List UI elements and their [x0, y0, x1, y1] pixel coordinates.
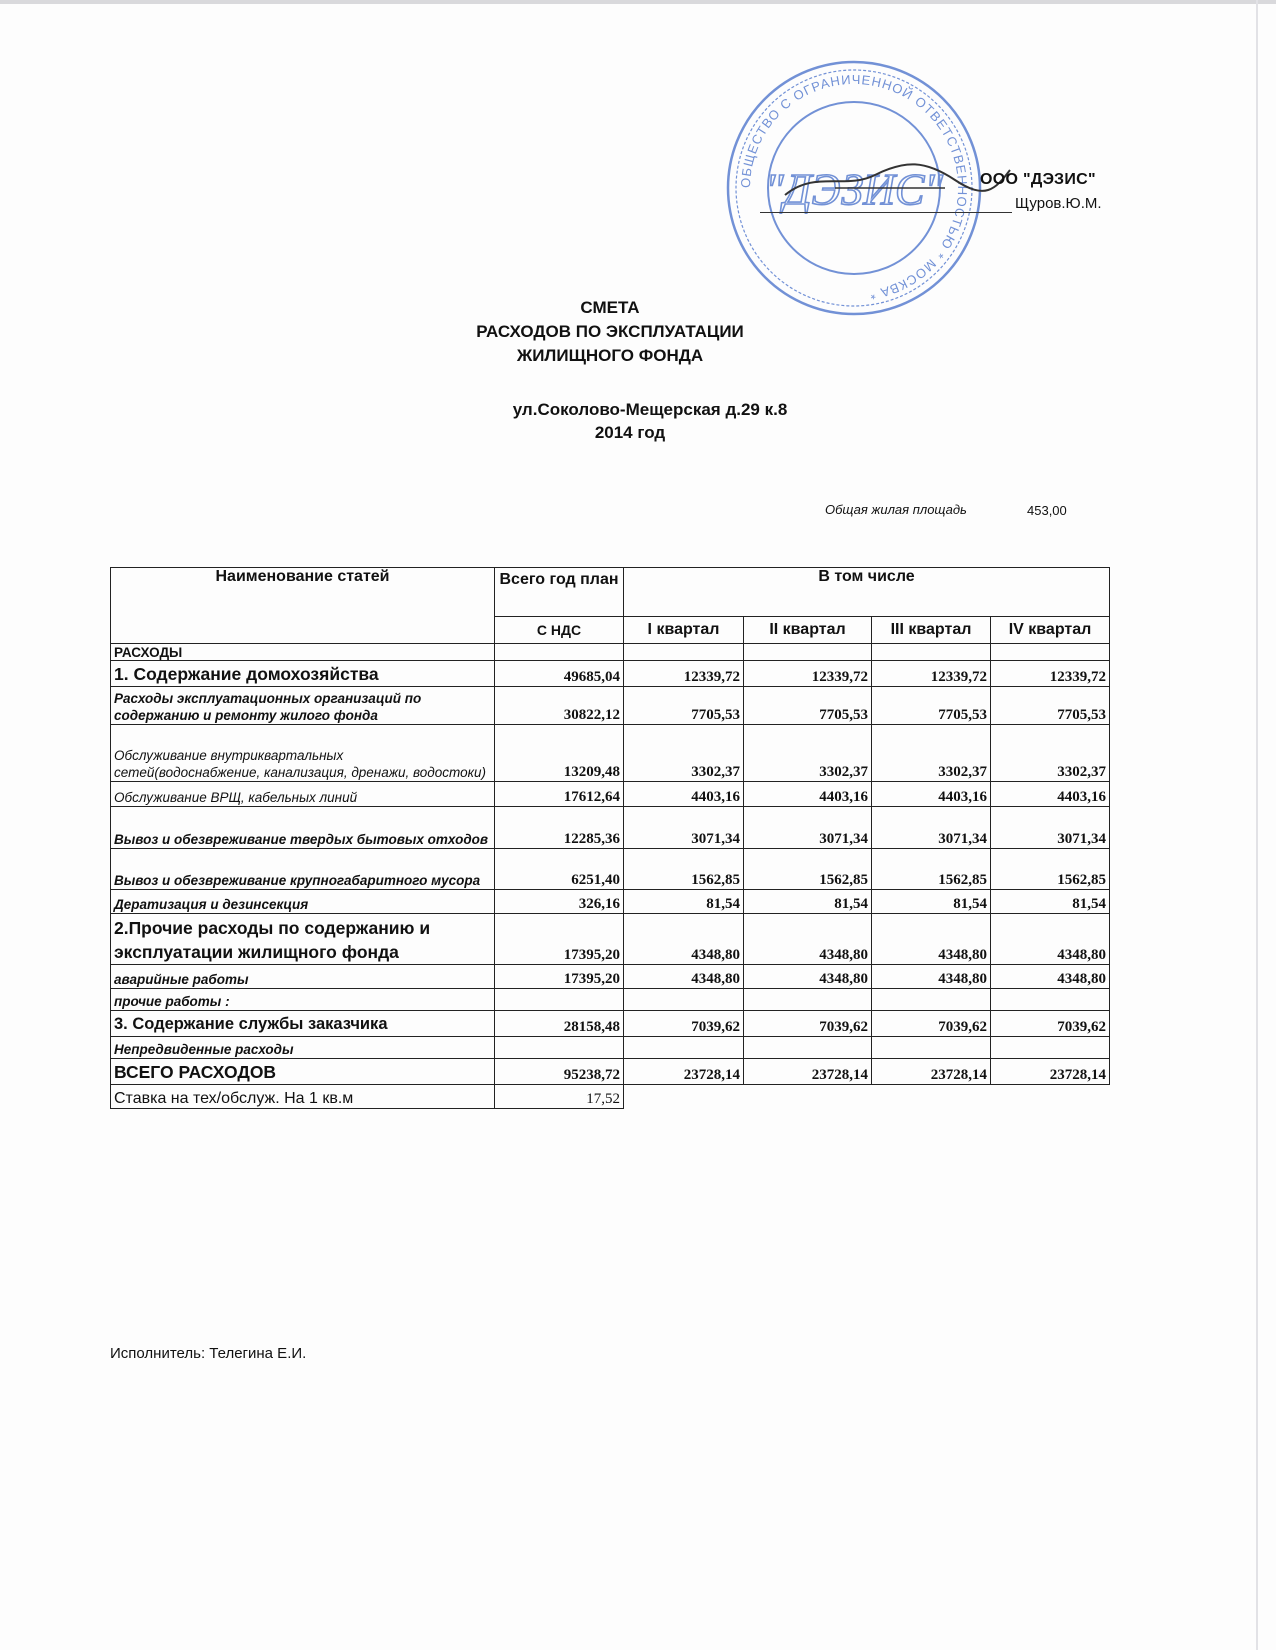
row-q2: 4403,16 — [744, 782, 872, 807]
row-q3 — [872, 1037, 991, 1059]
living-area-value: 453,00 — [1027, 503, 1067, 518]
row-q2: 4348,80 — [744, 914, 872, 965]
row-q3: 3302,37 — [872, 725, 991, 782]
row-q3: 7039,62 — [872, 1011, 991, 1037]
row-q1: 3302,37 — [624, 725, 744, 782]
row-q2: 7039,62 — [744, 1011, 872, 1037]
row-label: Вывоз и обезвреживание крупногабаритного мусора — [111, 849, 495, 890]
row-label: Обслуживание ВРЩ, кабельных линий — [111, 782, 495, 807]
row-label: 1. Содержание домохозяйства — [111, 661, 495, 687]
row-total — [495, 989, 624, 1011]
table-row — [111, 687, 1110, 725]
row-q4: 7039,62 — [991, 1011, 1110, 1037]
row-q4: 3302,37 — [991, 725, 1110, 782]
table-row — [111, 914, 1110, 965]
living-area-label: Общая жилая площадь — [825, 502, 967, 517]
row-q4 — [991, 989, 1110, 1011]
row-q4 — [991, 1037, 1110, 1059]
row-q4: 12339,72 — [991, 661, 1110, 687]
row-q3: 7705,53 — [872, 687, 991, 725]
row-q3: 81,54 — [872, 890, 991, 914]
row-q4: 4348,80 — [991, 914, 1110, 965]
row-q1: 81,54 — [624, 890, 744, 914]
document-title: СМЕТА — [580, 298, 640, 317]
row-q3: 23728,14 — [872, 1059, 991, 1085]
signature — [775, 150, 1015, 210]
svg-text:"ДЭЗИС": "ДЭЗИС" — [765, 165, 943, 214]
signature-line — [760, 212, 1012, 213]
row-q2: 3302,37 — [744, 725, 872, 782]
row-total: 17395,20 — [495, 914, 624, 965]
estimate-table — [110, 567, 1110, 1109]
table-row — [111, 661, 1110, 687]
row-q2: 1562,85 — [744, 849, 872, 890]
scan-right-edge — [1256, 0, 1258, 1650]
row-q4: 1562,85 — [991, 849, 1110, 890]
row-q1: 7705,53 — [624, 687, 744, 725]
table-row — [111, 890, 1110, 914]
table-row — [111, 782, 1110, 807]
row-label: аварийные работы — [111, 965, 495, 989]
row-q4: 3071,34 — [991, 807, 1110, 849]
rate-value: 17,52 — [495, 1085, 624, 1109]
header-q3: III квартал — [872, 617, 991, 644]
header-q1: I квартал — [624, 617, 744, 644]
address: ул.Соколово-Мещерская д.29 к.8 — [512, 400, 788, 419]
row-total: 6251,40 — [495, 849, 624, 890]
row-label: Дератизация и дезинсекция — [111, 890, 495, 914]
row-label: Расходы эксплуатационных организаций по содержанию и ремонту жилого фонда — [111, 687, 495, 725]
header-name: Наименование статей — [111, 568, 495, 644]
row-q2: 3071,34 — [744, 807, 872, 849]
row-total: 49685,04 — [495, 661, 624, 687]
row-q1: 12339,72 — [624, 661, 744, 687]
organization-name: ООО "ДЭЗИС" — [980, 171, 1096, 188]
row-q1: 4348,80 — [624, 914, 744, 965]
row-q1: 7039,62 — [624, 1011, 744, 1037]
row-q4: 4403,16 — [991, 782, 1110, 807]
header-q2: II квартал — [744, 617, 872, 644]
row-q1: 1562,85 — [624, 849, 744, 890]
row-label: 3. Содержание службы заказчика — [111, 1011, 495, 1037]
row-total: 13209,48 — [495, 725, 624, 782]
row-q4: 23728,14 — [991, 1059, 1110, 1085]
row-q2: 81,54 — [744, 890, 872, 914]
row-q4: 4348,80 — [991, 965, 1110, 989]
table-row — [111, 725, 1110, 782]
row-q3: 4348,80 — [872, 965, 991, 989]
table-row — [111, 807, 1110, 849]
table-row — [111, 965, 1110, 989]
section-label: РАСХОДЫ — [111, 644, 495, 661]
rate-row — [111, 1085, 1110, 1109]
row-q1 — [624, 1037, 744, 1059]
row-q3: 3071,34 — [872, 807, 991, 849]
header-total: Всего год план — [495, 568, 624, 617]
row-q3: 4348,80 — [872, 914, 991, 965]
row-q2 — [744, 1037, 872, 1059]
document-subtitle-2: ЖИЛИЩНОГО ФОНДА — [516, 346, 704, 365]
rate-label: Ставка на тех/обслуж. На 1 кв.м — [111, 1085, 495, 1109]
svg-text:ОБЩЕСТВО С ОГРАНИЧЕННОЙ ОТВЕТС: ОБЩЕСТВО С ОГРАНИЧЕННОЙ ОТВЕТСТВЕННОСТЬЮ * МОСКВА * — [737, 71, 971, 303]
row-total: 17395,20 — [495, 965, 624, 989]
row-label: прочие работы : — [111, 989, 495, 1011]
table-row — [111, 989, 1110, 1011]
executor: Исполнитель: Телегина Е.И. — [110, 1345, 307, 1362]
row-total — [495, 1037, 624, 1059]
row-total: 326,16 — [495, 890, 624, 914]
row-q3 — [872, 989, 991, 1011]
document-subtitle-1: РАСХОДОВ ПО ЭКСПЛУАТАЦИИ — [476, 322, 744, 341]
row-q3: 12339,72 — [872, 661, 991, 687]
signatory-name: Щуров.Ю.М. — [1015, 195, 1102, 212]
row-q2: 4348,80 — [744, 965, 872, 989]
table-row — [111, 849, 1110, 890]
row-q1: 3071,34 — [624, 807, 744, 849]
row-label: 2.Прочие расходы по содержанию и эксплуатации жилищного фонда — [111, 914, 495, 965]
row-q4: 81,54 — [991, 890, 1110, 914]
header-including: В том числе — [624, 568, 1110, 617]
row-q1: 4403,16 — [624, 782, 744, 807]
row-label: Непредвиденные расходы — [111, 1037, 495, 1059]
header-q4: IV квартал — [991, 617, 1110, 644]
row-total: 30822,12 — [495, 687, 624, 725]
row-label: Вывоз и обезвреживание твердых бытовых отходов — [111, 807, 495, 849]
row-total: 12285,36 — [495, 807, 624, 849]
table-row — [111, 1011, 1110, 1037]
row-q2 — [744, 989, 872, 1011]
row-label: ВСЕГО РАСХОДОВ — [111, 1059, 495, 1085]
row-total: 95238,72 — [495, 1059, 624, 1085]
year: 2014 год — [594, 423, 666, 442]
row-label: Обслуживание внутриквартальных сетей(водоснабжение, канализация, дренажи, водостоки) — [111, 725, 495, 782]
row-q3: 4403,16 — [872, 782, 991, 807]
row-q2: 7705,53 — [744, 687, 872, 725]
row-q2: 23728,14 — [744, 1059, 872, 1085]
table-row — [111, 1059, 1110, 1085]
table-row — [111, 1037, 1110, 1059]
row-q1: 23728,14 — [624, 1059, 744, 1085]
row-q4: 7705,53 — [991, 687, 1110, 725]
row-q2: 12339,72 — [744, 661, 872, 687]
row-q1 — [624, 989, 744, 1011]
row-total: 28158,48 — [495, 1011, 624, 1037]
scan-top-edge — [0, 0, 1276, 4]
row-q1: 4348,80 — [624, 965, 744, 989]
row-total: 17612,64 — [495, 782, 624, 807]
header-vat: С НДС — [495, 617, 624, 644]
row-q3: 1562,85 — [872, 849, 991, 890]
